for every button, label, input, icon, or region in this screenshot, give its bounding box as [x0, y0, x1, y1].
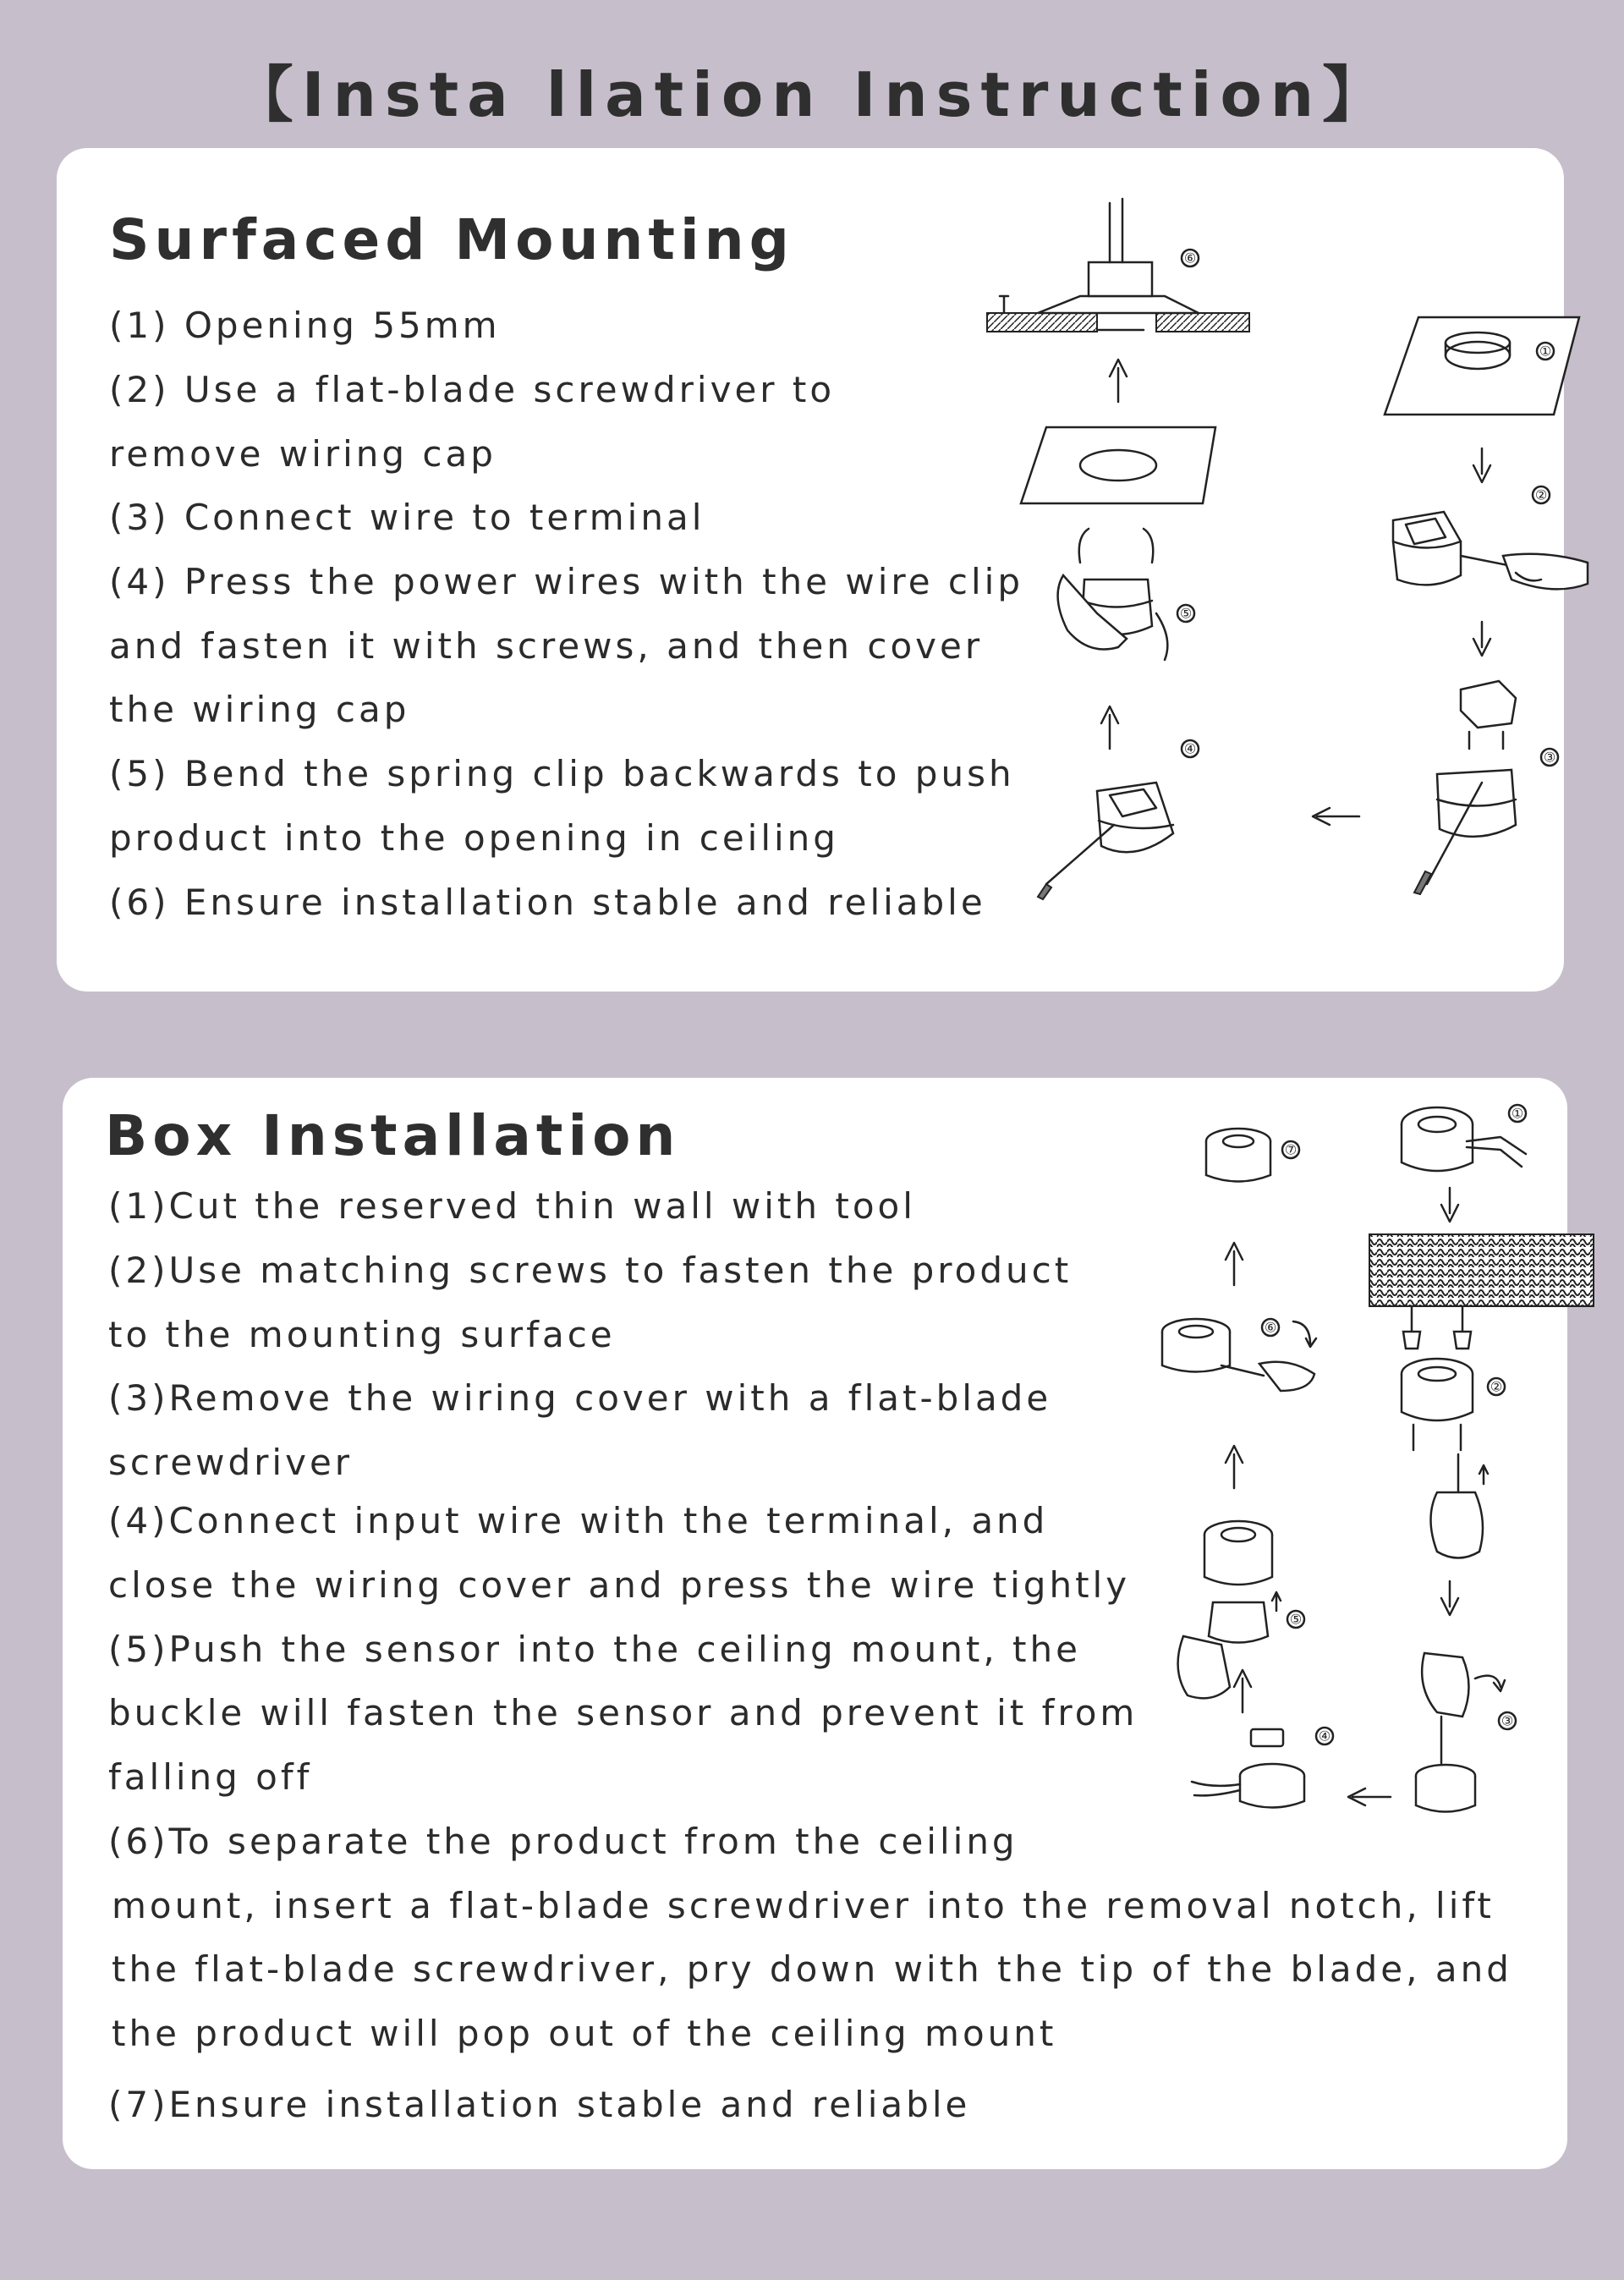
step-number: ②	[1490, 1378, 1503, 1395]
surfaced-step5-figure	[1021, 427, 1215, 660]
box-step-line: (1)Cut the reserved thin wall with tool	[108, 1185, 916, 1227]
box-installation-card	[63, 1078, 1567, 2169]
arrow-down-icon	[1441, 1581, 1458, 1615]
box-step-line: close the wiring cover and press the wire tightly	[108, 1564, 1131, 1606]
surfaced-step-line: (5) Bend the spring clip backwards to push	[109, 753, 1015, 794]
box-step-line: (5)Push the sensor into the ceiling mount, the	[108, 1629, 1081, 1670]
arrow-up-icon	[1234, 1670, 1251, 1712]
surfaced-step-line: product into the opening in ceiling	[109, 817, 839, 859]
box-step7-figure	[1206, 1129, 1299, 1182]
surfaced-step-line: (3) Connect wire to terminal	[109, 497, 705, 538]
arrow-up-icon	[1226, 1446, 1243, 1488]
step-number: ②	[1534, 486, 1548, 503]
box-step-line: (6)To separate the product from the ceiling	[108, 1821, 1018, 1862]
box-step-line: (3)Remove the wiring cover with a flat-blade	[108, 1377, 1052, 1419]
surfaced-step-line: the wiring cap	[109, 689, 410, 730]
arrow-left-icon	[1348, 1788, 1391, 1805]
surfaced-step3-figure	[1414, 681, 1558, 894]
box-step-line: mount, insert a flat-blade screwdriver into the removal notch, lift	[112, 1885, 1495, 1926]
step-number: ⑤	[1179, 605, 1193, 622]
surfaced-step-line: (6) Ensure installation stable and reliable	[109, 882, 986, 923]
step-number: ④	[1318, 1728, 1331, 1744]
arrow-left-icon	[1313, 808, 1359, 825]
box-step2-figure	[1369, 1234, 1594, 1450]
box-step-line: (2)Use matching screws to fasten the product	[108, 1250, 1073, 1291]
box-step4-figure	[1192, 1728, 1333, 1808]
step-number: ③	[1543, 749, 1556, 766]
box-step-line: to the mounting surface	[108, 1314, 616, 1355]
box-step-line: buckle will fasten the sensor and prevent it from	[108, 1692, 1138, 1733]
surfaced-step1-figure	[1385, 317, 1579, 415]
arrow-down-icon	[1441, 1188, 1458, 1222]
surfaced-step4-figure	[1038, 740, 1199, 899]
box-step-line: (4)Connect input wire with the terminal, and	[108, 1500, 1049, 1541]
page-title: 【Insta llation Instruction】	[232, 59, 1392, 130]
box-step3-figure	[1416, 1653, 1516, 1812]
surfaced-mounting-card	[57, 148, 1564, 992]
surfaced-step-line: (2) Use a flat-blade screwdriver to	[109, 369, 836, 410]
surfaced-mounting-illustration	[919, 241, 1613, 977]
box-step-line: falling off	[108, 1756, 313, 1798]
box-step-line: the flat-blade screwdriver, pry down with the tip of the blade, and	[112, 1948, 1512, 1990]
box-step-line: screwdriver	[108, 1442, 354, 1483]
arrow-up-icon	[1110, 360, 1127, 402]
surfaced-step-line: and fasten it with screws, and then cover	[109, 625, 984, 667]
step-number: ①	[1511, 1105, 1524, 1122]
step-number: ⑥	[1264, 1319, 1277, 1336]
box-step2-hand-figure	[1431, 1454, 1489, 1558]
step-number: ⑤	[1289, 1611, 1303, 1628]
step-number: ③	[1501, 1712, 1514, 1729]
box-step6-figure	[1162, 1319, 1316, 1391]
arrow-up-icon	[1226, 1243, 1243, 1285]
arrow-up-icon	[1101, 706, 1118, 749]
step-number: ⑦	[1284, 1141, 1298, 1158]
box-step1-figure	[1402, 1105, 1526, 1171]
box-step-line: the product will pop out of the ceiling mount	[112, 2013, 1057, 2054]
surfaced-step2-figure	[1393, 486, 1588, 589]
surfaced-step-line: remove wiring cap	[109, 433, 497, 475]
box-step-line: (7)Ensure installation stable and reliable	[108, 2084, 971, 2125]
step-number: ①	[1539, 343, 1552, 360]
surfaced-step-line: (4) Press the power wires with the wire clip	[109, 561, 1023, 602]
surfaced-step6-figure	[987, 199, 1249, 332]
step-number: ⑥	[1183, 250, 1197, 266]
box-installation-illustration	[1103, 1095, 1560, 1890]
surfaced-mounting-title: Surfaced Mounting	[109, 207, 794, 272]
surfaced-step-line: (1) Opening 55mm	[109, 305, 501, 346]
box-installation-title: Box Installation	[105, 1103, 681, 1168]
arrow-down-icon	[1473, 448, 1490, 482]
step-number: ④	[1183, 740, 1197, 757]
arrow-down-icon	[1473, 622, 1490, 656]
